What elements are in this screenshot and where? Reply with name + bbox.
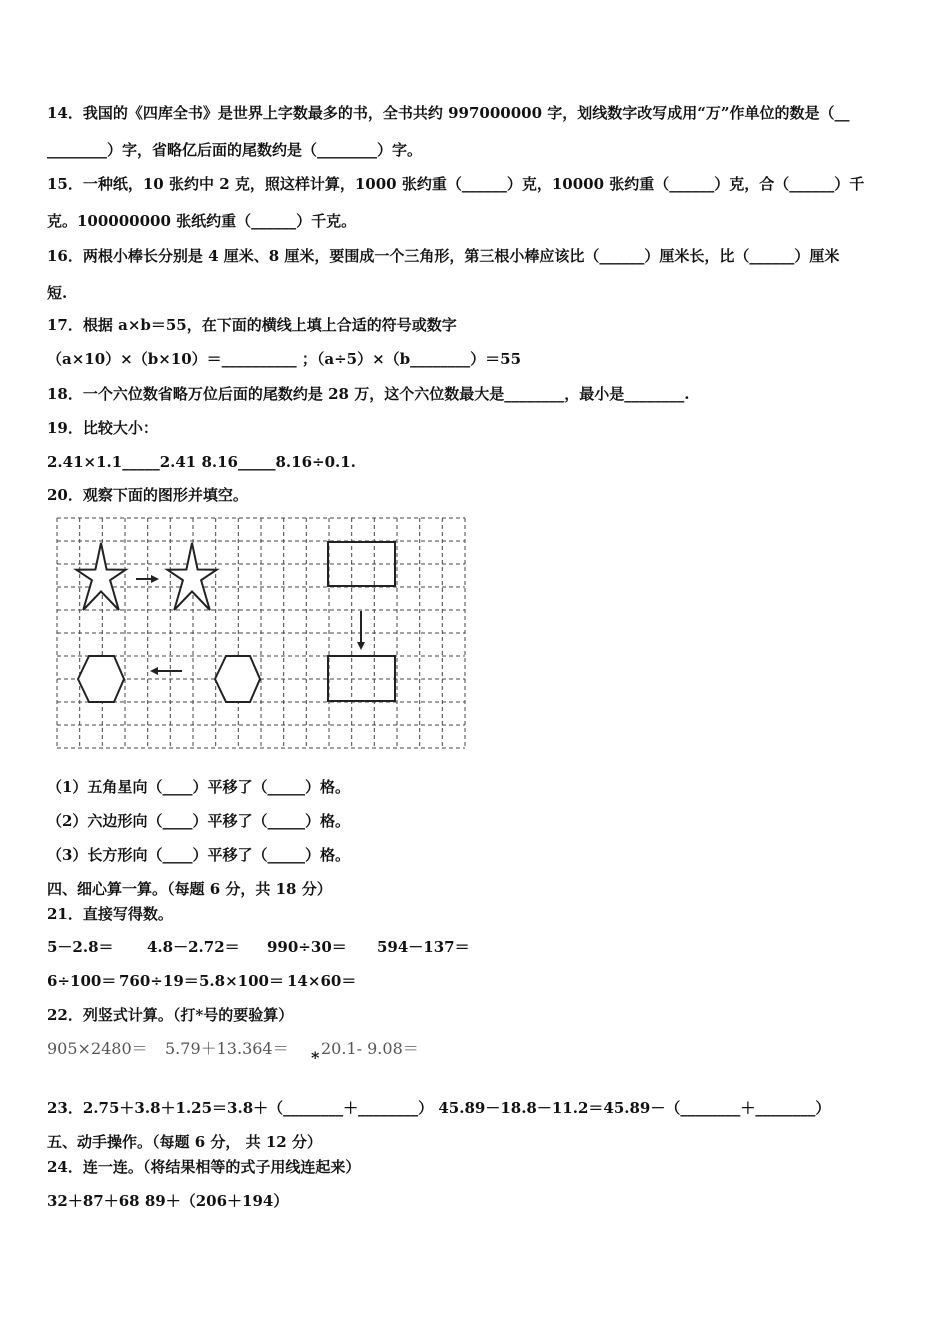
q22-expr2: 5.79＋13.364＝ xyxy=(165,1039,289,1058)
q21-item: 6÷100＝ xyxy=(47,972,117,990)
q19-line2: 2.41×1.1_____2.41 8.16_____8.16÷0.1. xyxy=(47,453,356,471)
q19-line1: 19．比较大小： xyxy=(47,419,158,437)
q21-row1 xyxy=(47,937,470,957)
q21-row2 xyxy=(47,971,356,991)
q16-line2: 短. xyxy=(47,284,68,302)
q21-item: 5.8×100＝ xyxy=(199,972,284,990)
q21-line1: 21．直接写得数。 xyxy=(47,905,173,923)
section5-title: 五、动手操作。（每题 6 分， 共 12 分） xyxy=(47,1133,322,1151)
q14-line2: ________）字，省略亿后面的尾数约是（________）字。 xyxy=(47,141,423,159)
q22-expr1: 905×2480＝ xyxy=(47,1039,148,1058)
q22-expressions xyxy=(47,1039,419,1067)
arrow-down-icon xyxy=(357,611,365,650)
q21-item: 760÷19＝ xyxy=(119,972,199,990)
translation-grid-figure xyxy=(56,517,466,749)
q24-line1: 24．连一连。（将结果相等的式子用线连起来） xyxy=(47,1158,361,1176)
q22-expr3: 20.1- 9.08＝ xyxy=(321,1039,419,1058)
hexagon-shape-right xyxy=(215,656,260,702)
q21-item: 990÷30＝ xyxy=(267,938,347,956)
q20-sub2: （2）六边形向（____）平移了（_____）格。 xyxy=(47,812,350,830)
verify-star: * xyxy=(311,1048,320,1067)
q14-line1: 14．我国的《四库全书》是世界上字数最多的书，全书共约 997000000 字，划线数字改写成用“万”作单位的数是（__ xyxy=(47,104,850,122)
q20-sub3: （3）长方形向（____）平移了（_____）格。 xyxy=(47,846,350,864)
q21-item: 14×60＝ xyxy=(287,972,357,990)
section4-title: 四、细心算一算。（每题 6 分，共 18 分） xyxy=(47,880,332,898)
q15-line2: 克。100000000 张纸约重（______）千克。 xyxy=(47,212,357,230)
q15-line1: 15．一种纸，10 张约中 2 克，照这样计算，1000 张约重（______）克，10000 张约重（______）克，合（______）千 xyxy=(47,175,865,193)
q22-line1: 22．列竖式计算。（打*号的要验算） xyxy=(47,1006,294,1024)
hexagon-shape-left xyxy=(78,656,124,702)
q21-item: 594－137＝ xyxy=(377,938,470,956)
q20-line1: 20．观察下面的图形并填空。 xyxy=(47,486,248,504)
q18-line1: 18．一个六位数省略万位后面的尾数约是 28 万，这个六位数最大是________，最小是________. xyxy=(47,385,690,403)
q24-line2: 32＋87＋68 89＋（206＋194） xyxy=(47,1192,289,1210)
star-shape-left xyxy=(76,543,125,610)
q21-item: 5－2.8＝ xyxy=(47,938,114,956)
q16-line1: 16．两根小棒长分别是 4 厘米、8 厘米，要围成一个三角形，第三根小棒应该比（______）厘米长，比（______）厘米 xyxy=(47,247,840,265)
star-shape-right xyxy=(167,543,216,610)
q17-line2: （a×10）×（b×10）＝__________ ；（a÷5）×（b________）＝55 xyxy=(47,350,522,368)
q20-sub1: （1）五角星向（____）平移了（_____）格。 xyxy=(47,778,350,796)
q23-line1: 23．2.75＋3.8＋1.25＝3.8＋（________＋________） 45.89－18.8－11.2＝45.89－（________＋________） xyxy=(47,1099,831,1117)
arrow-left-icon xyxy=(150,667,182,675)
q17-line1: 17．根据 a×b＝55，在下面的横线上填上合适的符号或数字 xyxy=(47,316,457,334)
grid-lines xyxy=(57,518,465,748)
q21-item: 4.8－2.72＝ xyxy=(147,938,240,956)
